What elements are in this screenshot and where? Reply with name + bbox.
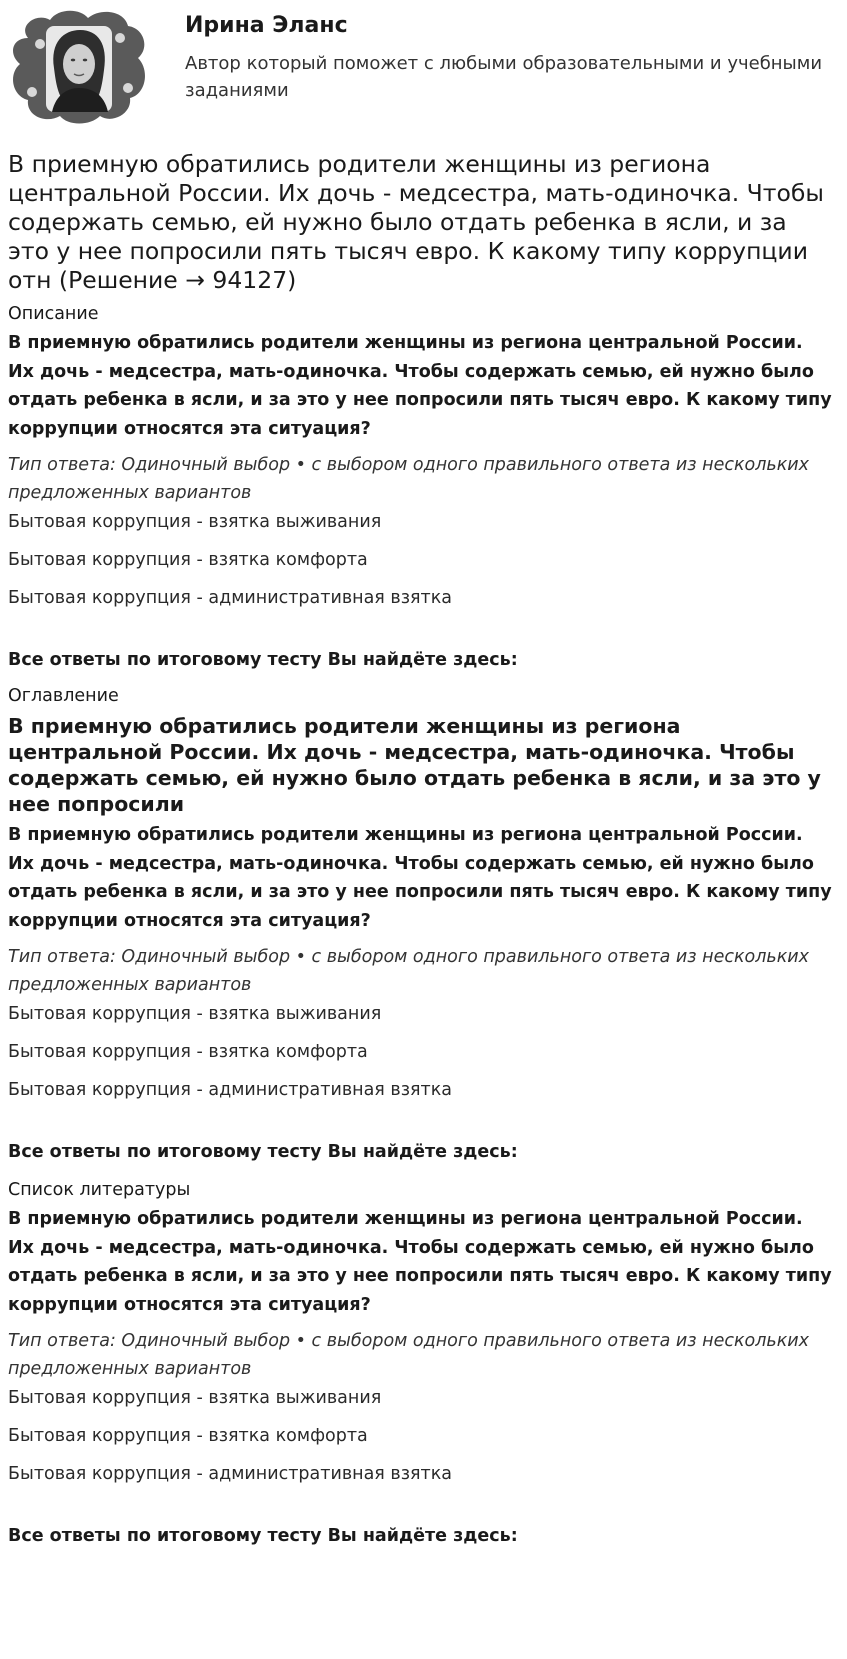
option-item: Бытовая коррупция - взятка выживания (8, 1388, 382, 1408)
answer-type: Тип ответа: Одиночный выбор • с выбором одного правильного ответа из нескольких предложенных вариантов (8, 1331, 810, 1379)
option-item: Бытовая коррупция - административная взятка (8, 588, 453, 608)
page (8, 0, 833, 1547)
all-answers-note: Все ответы по итоговому тесту Вы найдёте здесь: (8, 1526, 518, 1546)
answer-type: Тип ответа: Одиночный выбор • с выбором одного правильного ответа из нескольких предложенных вариантов (8, 455, 810, 503)
page-title: В приемную обратились родители женщины из региона центральной России. Их дочь - медсестра, мать-одиночка. Чтобы содержать семью, ей нужно было отдать ребенка в ясли, и за это у нее попросили пять тысяч евро. К какому типу коррупции отн (Решение → 94127) (8, 150, 824, 294)
description-section (8, 303, 833, 671)
author-card (8, 0, 833, 132)
options-list (8, 1003, 833, 1101)
toc-heading: В приемную обратились родители женщины из региона центральной России. Их дочь - медсестра, мать-одиночка. Чтобы содержать семью, ей нужно было отдать ребенка в ясли, и за это у нее попросили (8, 714, 821, 816)
option-item: Бытовая коррупция - взятка комфорта (8, 550, 368, 570)
section-label-toc: Оглавление (8, 686, 119, 706)
section-label-description: Описание (8, 304, 99, 324)
options-list (8, 511, 833, 609)
section-label-literature: Список литературы (8, 1180, 191, 1200)
literature-section (8, 1179, 833, 1547)
option-item: Бытовая коррупция - взятка комфорта (8, 1042, 368, 1062)
question-text: В приемную обратились родители женщины из региона центральной России. Их дочь - медсестра, мать-одиночка. Чтобы содержать семью, ей нужно было отдать ребенка в ясли, и за это у нее попросили пять тысяч евро. К какому типу коррупции относятся эта ситуация? (8, 825, 832, 931)
answer-type: Тип ответа: Одиночный выбор • с выбором одного правильного ответа из нескольких предложенных вариантов (8, 947, 810, 995)
option-item: Бытовая коррупция - административная взятка (8, 1080, 453, 1100)
author-name[interactable]: Ирина Эланс (185, 13, 348, 38)
question-text: В приемную обратились родители женщины из региона центральной России. Их дочь - медсестра, мать-одиночка. Чтобы содержать семью, ей нужно было отдать ребенка в ясли, и за это у нее попросили пять тысяч евро. К какому типу коррупции относятся эта ситуация? (8, 333, 832, 439)
option-item: Бытовая коррупция - взятка выживания (8, 512, 382, 532)
all-answers-note: Все ответы по итоговому тесту Вы найдёте здесь: (8, 650, 518, 670)
options-list (8, 1387, 833, 1485)
all-answers-note: Все ответы по итоговому тесту Вы найдёте здесь: (8, 1142, 518, 1162)
toc-section (8, 685, 833, 1163)
author-description: Автор который поможет с любыми образовательными и учебными заданиями (185, 53, 823, 101)
author-photo-icon[interactable] (8, 8, 150, 126)
option-item: Бытовая коррупция - административная взятка (8, 1464, 453, 1484)
option-item: Бытовая коррупция - взятка комфорта (8, 1426, 368, 1446)
question-text: В приемную обратились родители женщины из региона центральной России. Их дочь - медсестра, мать-одиночка. Чтобы содержать семью, ей нужно было отдать ребенка в ясли, и за это у нее попросили пять тысяч евро. К какому типу коррупции относятся эта ситуация? (8, 1209, 832, 1315)
option-item: Бытовая коррупция - взятка выживания (8, 1004, 382, 1024)
